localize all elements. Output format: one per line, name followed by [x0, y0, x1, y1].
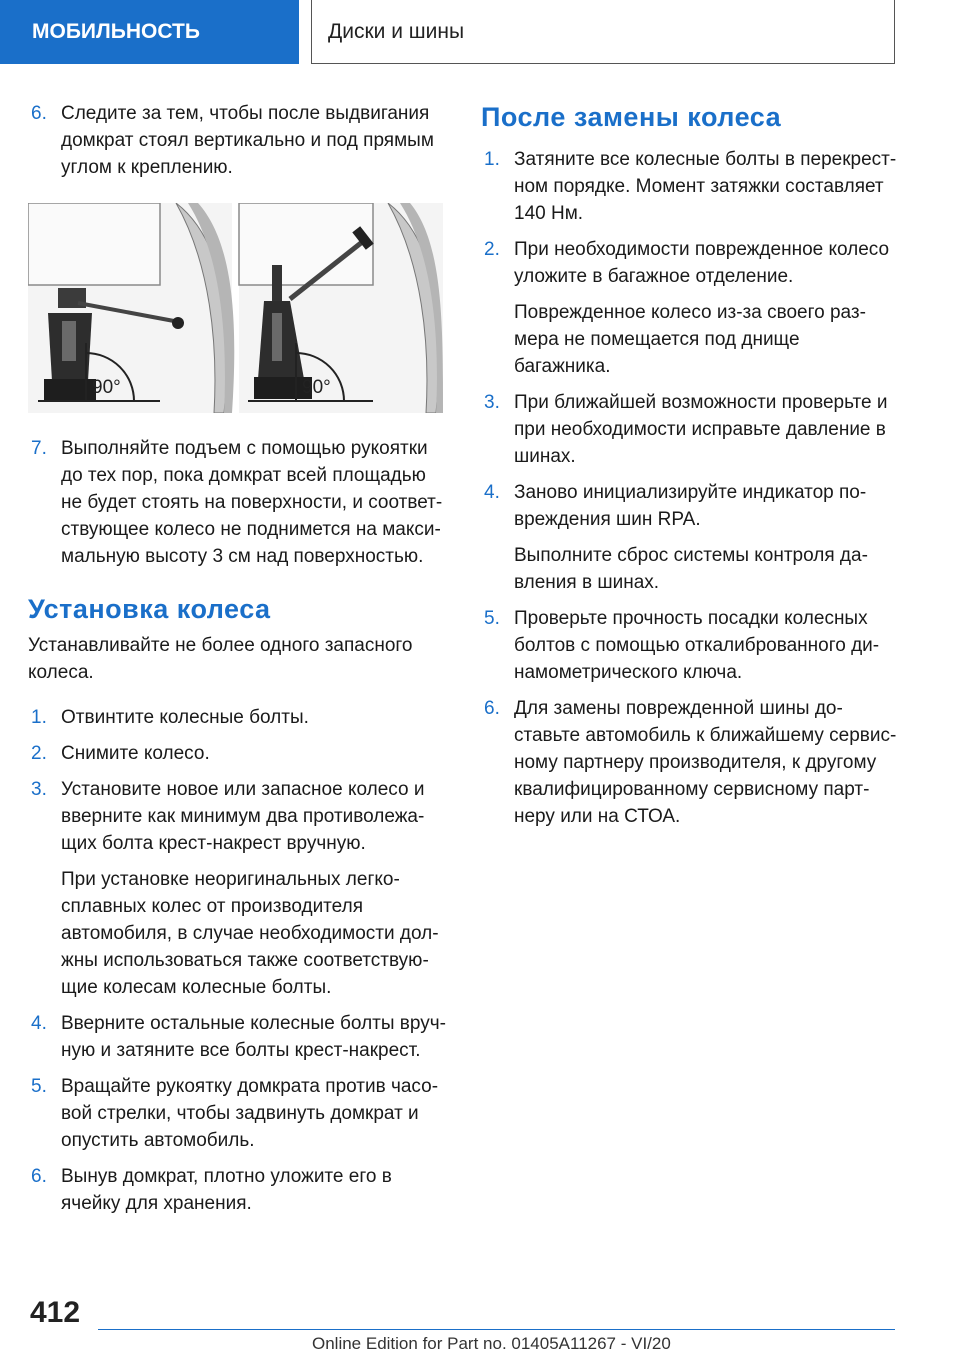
step-number: 4.: [31, 1013, 47, 1034]
step-note: При установке неоригинальных легкосплавных колес от производителя автомобиля, в случае необходимости должны использоваться также соответствующие колесам колесные болты.: [61, 869, 439, 998]
step-text: Вверните остальные колесные болты вручную и затяните все болты крест-накрест.: [61, 1013, 446, 1061]
step-text: Затяните все колесные болты в перекрестном порядке. Момент затяжки составляет 140 Нм.: [514, 149, 897, 224]
step-text: Следите за тем, чтобы после выдвигания домкрат стоял вертикально и под прямым углом к креплению.: [61, 103, 434, 178]
jack-illustration-svg: [28, 203, 443, 413]
section-heading: После замены колеса: [481, 102, 782, 132]
step-number: 7.: [31, 438, 47, 459]
step-note: Выполните сброс системы контроля давления в шинах.: [514, 545, 868, 593]
step-number: 6.: [31, 1166, 47, 1187]
jack-base: [44, 379, 96, 401]
car-body: [28, 203, 160, 285]
list-item: [481, 605, 901, 686]
list-item: [28, 740, 446, 767]
list-item: [28, 100, 446, 181]
step-number: 3.: [484, 392, 500, 413]
list-item: [481, 236, 901, 290]
step-number: 4.: [484, 482, 500, 503]
step-number: 2.: [484, 239, 500, 260]
list-item: [28, 704, 446, 731]
intro-paragraph: Устанавливайте не более одного запасного колеса.: [28, 635, 413, 683]
step-number: 6.: [31, 103, 47, 124]
step-number: 5.: [31, 1076, 47, 1097]
list-item: [481, 146, 901, 227]
footer-edition: Online Edition for Part no. 01405A11267 - VI/20: [312, 1334, 671, 1353]
list-item: [28, 1163, 446, 1217]
jack-head: [272, 265, 282, 301]
list-item: [481, 389, 901, 470]
step-number: 5.: [484, 608, 500, 629]
section-heading: Установка колеса: [28, 594, 271, 624]
list-item: [28, 1073, 446, 1154]
step-number: 3.: [31, 779, 47, 800]
angle-label: 90°: [302, 377, 331, 398]
section-tab[interactable]: МОБИЛЬНОСТЬ: [0, 0, 299, 64]
list-item: [28, 1010, 446, 1064]
step-text: Выполняйте подъем с помощью рукоятки до тех пор, пока домкрат всей площадью не будет стоять на поверхности, и соответствующее колесо не поднимется на максимальную высоту 3 см над поверхностью.: [61, 438, 443, 567]
left-column: [28, 100, 446, 1226]
list-item: [28, 776, 446, 857]
right-column: [481, 100, 901, 839]
angle-label: 90°: [92, 377, 121, 398]
step-text: Снимите колесо.: [61, 743, 210, 764]
step-text: Отвинтите колесные болты.: [61, 707, 309, 728]
step-text: При ближайшей возможности проверьте и при необходимости исправьте давление в шинах.: [514, 392, 888, 467]
step-text: Вынув домкрат, плотно уложите его в ячейку для хранения.: [61, 1166, 392, 1214]
step-text: Проверьте прочность посадки колесных болтов с помощью откалиброванного динамометрического ключа.: [514, 608, 880, 683]
list-item: [28, 435, 446, 570]
step-number: 1.: [31, 707, 47, 728]
step-number: 1.: [484, 149, 500, 170]
jack-illustration: [28, 203, 443, 413]
step-text: Заново инициализируйте индикатор повреждения шин RPA.: [514, 482, 867, 530]
step-text: Для замены поврежденной шины доставьте автомобиль к ближайшему сервисному партнеру производителя, к другому квалифицированному сервисному партнеру или на СТОА.: [514, 698, 897, 827]
step-number: 6.: [484, 698, 500, 719]
step-text: При необходимости поврежденное колесо уложите в багажное отделение.: [514, 239, 890, 287]
page-number: 412: [30, 1296, 81, 1329]
car-body: [239, 203, 373, 285]
jack-detail: [62, 321, 76, 361]
handle-knob: [172, 317, 184, 329]
step-text: Установите новое или запасное колесо и вверните как минимум два противолежащих болта крест-накрест вручную.: [61, 779, 425, 854]
step-text: Вращайте рукоятку домкрата против часовой стрелки, чтобы задвинуть домкрат и опустить автомобиль.: [61, 1076, 439, 1151]
step-note: Поврежденное колесо из-за своего размера не помещается под днище багажника.: [514, 302, 866, 377]
footer-divider: [98, 1329, 895, 1330]
list-item: [481, 479, 901, 533]
jack-detail: [272, 313, 282, 361]
chapter-title: Диски и шины: [311, 0, 895, 64]
list-item: [481, 695, 901, 830]
step-number: 2.: [31, 743, 47, 764]
